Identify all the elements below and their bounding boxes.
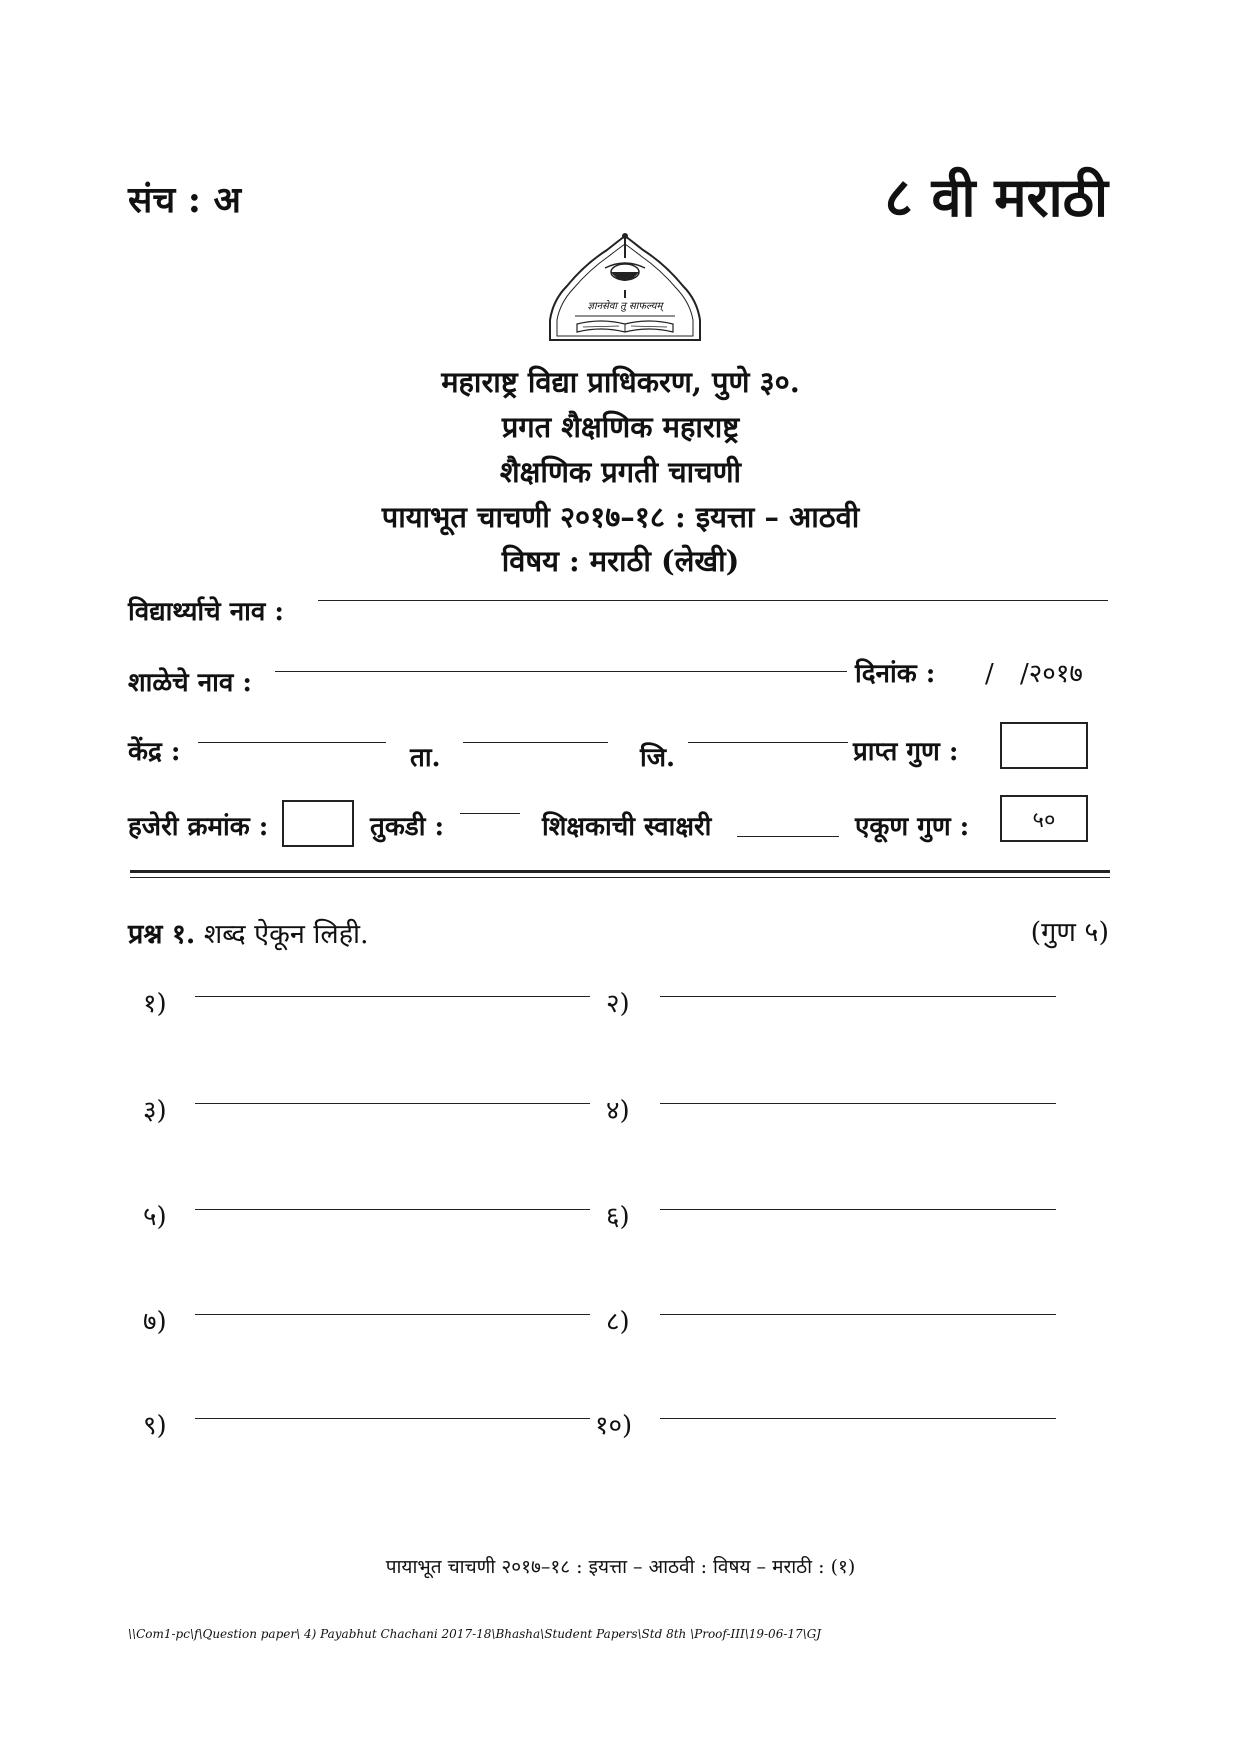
title-line-1: महाराष्ट्र विद्या प्राधिकरण, पुणे ३०. bbox=[441, 365, 800, 399]
page-footer: पायाभूत चाचणी २०१७–१८ : इयत्ता – आठवी : विषय – मराठी : (१) bbox=[385, 1556, 856, 1578]
total-marks-box: ५० bbox=[1000, 795, 1088, 842]
section-divider-top bbox=[130, 870, 1110, 873]
answer-line-6[interactable] bbox=[660, 1209, 1056, 1210]
answer-line-1[interactable] bbox=[195, 996, 590, 997]
question-1-marks: (गुण ५) bbox=[1030, 917, 1109, 948]
file-path: \\Com1-pc\f\Question paper\ 4) Payabhut Chachani 2017-18\Bhasha\Student Papers\Std 8th \Proof-III\19-06-17\GJ bbox=[128, 1627, 822, 1641]
school-name-label: शाळेचे नाव : bbox=[128, 668, 253, 698]
question-1-text: शब्द ऐकून लिही. bbox=[203, 919, 369, 950]
title-line-2: प्रगत शैक्षणिक महाराष्ट्र bbox=[501, 410, 740, 444]
teacher-sign-label: शिक्षकाची स्वाक्षरी bbox=[542, 812, 712, 842]
answer-line-8[interactable] bbox=[660, 1314, 1056, 1315]
answer-line-4[interactable] bbox=[660, 1103, 1056, 1104]
answer-label-3: ३) bbox=[143, 1096, 167, 1126]
answer-label-7: ७) bbox=[143, 1307, 167, 1337]
class-title: ८ वी मराठी bbox=[884, 165, 1108, 229]
center-label: केंद्र : bbox=[128, 737, 181, 767]
answer-label-4: ४) bbox=[606, 1096, 630, 1126]
student-name-field[interactable] bbox=[318, 600, 1108, 601]
title-line-4: पायाभूत चाचणी २०१७–१८ : इयत्ता – आठवी bbox=[381, 500, 860, 534]
set-label: संच : अ bbox=[128, 179, 242, 221]
answer-label-8: ८) bbox=[606, 1307, 630, 1337]
taluka-field[interactable] bbox=[463, 742, 608, 743]
teacher-sign-field[interactable] bbox=[737, 836, 839, 837]
answer-line-3[interactable] bbox=[195, 1103, 590, 1104]
answer-label-1: १) bbox=[143, 989, 167, 1019]
answer-line-2[interactable] bbox=[660, 996, 1056, 997]
roll-no-box[interactable] bbox=[282, 800, 354, 847]
center-field[interactable] bbox=[198, 742, 386, 743]
total-marks-label: एकूण गुण : bbox=[855, 812, 970, 842]
answer-label-9: ९) bbox=[143, 1411, 167, 1441]
title-line-5: विषय : मराठी (लेखी) bbox=[501, 544, 740, 578]
district-label: जि. bbox=[640, 743, 676, 773]
answer-label-5: ५) bbox=[143, 1202, 167, 1232]
answer-label-2: २) bbox=[606, 989, 630, 1019]
answer-line-5[interactable] bbox=[195, 1209, 590, 1210]
answer-line-10[interactable] bbox=[660, 1418, 1056, 1419]
taluka-label: ता. bbox=[410, 743, 441, 773]
student-name-label: विद्यार्थ्याचे नाव : bbox=[128, 597, 284, 627]
obtained-marks-box[interactable] bbox=[1000, 722, 1088, 769]
question-1-number: प्रश्न १. bbox=[128, 919, 196, 950]
answer-label-6: ६) bbox=[606, 1202, 630, 1232]
date-value[interactable]: / /२०१७ bbox=[985, 659, 1083, 689]
date-label: दिनांक : bbox=[855, 659, 936, 689]
section-divider-bottom bbox=[130, 877, 1110, 878]
logo-motto: ज्ञानसेवा तु साफल्यम् bbox=[587, 301, 663, 312]
school-name-field[interactable] bbox=[275, 671, 847, 672]
answer-line-7[interactable] bbox=[195, 1314, 590, 1315]
answer-label-10: १०) bbox=[595, 1411, 633, 1441]
question-1-heading bbox=[128, 914, 369, 951]
district-field[interactable] bbox=[688, 742, 848, 743]
emblem-logo-icon bbox=[545, 228, 705, 346]
division-field[interactable] bbox=[460, 813, 520, 814]
title-line-3: शैक्षणिक प्रगती चाचणी bbox=[499, 455, 742, 489]
division-label: तुकडी : bbox=[370, 812, 445, 842]
emblem-logo bbox=[545, 228, 705, 346]
answer-line-9[interactable] bbox=[195, 1418, 590, 1419]
obtained-marks-label: प्राप्त गुण : bbox=[853, 737, 959, 767]
roll-no-label: हजेरी क्रमांक : bbox=[128, 812, 269, 842]
